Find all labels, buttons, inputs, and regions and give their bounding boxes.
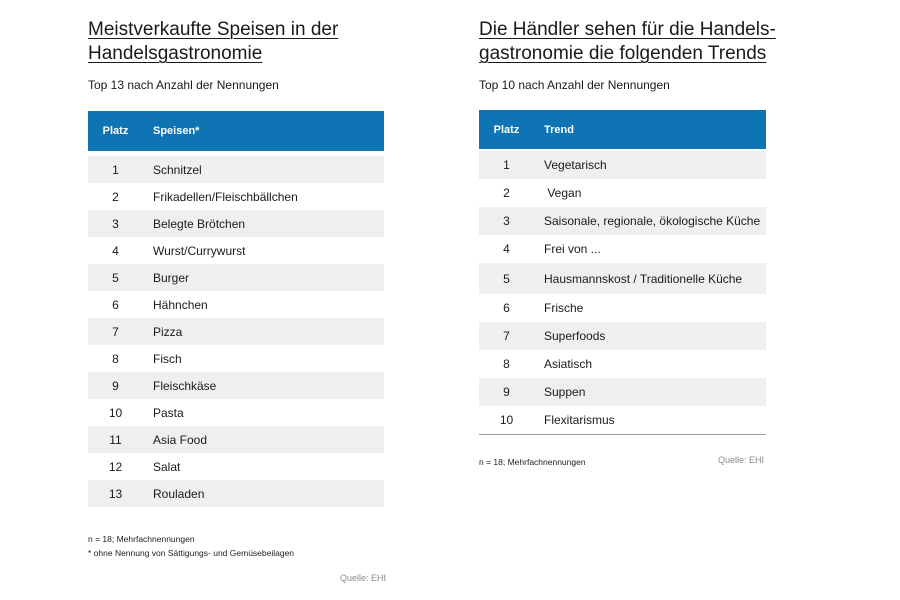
rank-cell: 3 <box>112 216 119 231</box>
left-footnote-asterisk: * ohne Nennung von Sättigungs- und Gemüsebeilagen <box>88 548 295 558</box>
right-subtitle: Top 10 nach Anzahl der Nennungen <box>479 78 670 92</box>
table-row <box>479 151 766 179</box>
rank-cell: 2 <box>503 186 510 200</box>
rank-cell: 2 <box>112 189 119 204</box>
rank-cell: 4 <box>503 242 510 256</box>
right-footnote-sample: n = 18; Mehrfachnennungen <box>479 457 586 467</box>
item-cell: Saisonale, regionale, ökologische Küche <box>544 214 761 228</box>
right-title-line1: Die Händler sehen für die Handels- <box>479 19 776 40</box>
left-table-body <box>88 156 384 507</box>
right-source: Quelle: EHI <box>718 455 765 465</box>
table-row <box>88 399 384 426</box>
item-cell: Fleischkäse <box>153 378 217 393</box>
item-cell: Vegetarisch <box>544 158 607 172</box>
item-cell: Vegan <box>544 186 582 200</box>
table-row <box>88 237 384 264</box>
table-row <box>88 453 384 480</box>
table-row <box>479 350 766 378</box>
rank-cell: 5 <box>112 270 119 285</box>
table-row <box>88 291 384 318</box>
left-source: Quelle: EHI <box>340 573 387 583</box>
item-cell: Hähnchen <box>153 297 208 312</box>
item-cell: Schnitzel <box>153 162 202 177</box>
left-header-rank: Platz <box>102 125 129 137</box>
table-row <box>88 345 384 372</box>
right-header-rank: Platz <box>493 123 520 136</box>
table-row <box>88 264 384 291</box>
table-row <box>88 426 384 453</box>
table-row <box>479 207 766 235</box>
rank-cell: 5 <box>503 271 510 286</box>
rank-cell: 10 <box>108 405 123 420</box>
left-table-header <box>88 111 384 151</box>
rank-cell: 6 <box>112 297 119 312</box>
right-panel <box>479 18 776 435</box>
table-row <box>88 318 384 345</box>
left-footnote-sample: n = 18; Mehrfachnennungen <box>88 534 195 544</box>
table-row <box>479 179 766 207</box>
item-cell: Flexitarismus <box>544 413 615 427</box>
left-header-item: Speisen* <box>153 125 200 137</box>
item-cell: Burger <box>153 270 190 285</box>
rank-cell: 3 <box>503 214 510 228</box>
table-row <box>479 294 766 322</box>
item-cell: Frikadellen/Fleischbällchen <box>153 189 298 204</box>
item-cell: Rouladen <box>153 486 205 501</box>
rank-cell: 10 <box>499 413 514 427</box>
left-title <box>88 18 384 66</box>
table-row <box>479 378 766 406</box>
table-row <box>88 480 384 507</box>
rank-cell: 4 <box>112 243 119 258</box>
right-title-line2: gastronomie die folgenden Trends <box>479 43 767 64</box>
rank-cell: 1 <box>112 162 119 177</box>
table-row <box>88 156 384 183</box>
table-row <box>88 183 384 210</box>
left-footnotes <box>88 532 294 560</box>
item-cell: Fisch <box>153 351 182 366</box>
item-cell: Asia Food <box>153 432 208 447</box>
table-row <box>88 372 384 399</box>
item-cell: Asiatisch <box>544 357 593 371</box>
left-title-line2: Handelsgastronomie <box>88 43 263 64</box>
left-subtitle: Top 13 nach Anzahl der Nennungen <box>88 78 279 92</box>
item-cell: Frei von ... <box>544 242 601 256</box>
item-cell: Frische <box>544 301 584 315</box>
rank-cell: 6 <box>503 301 510 315</box>
table-row <box>479 263 766 294</box>
left-title-line1: Meistverkaufte Speisen in der <box>88 19 339 40</box>
item-cell: Superfoods <box>544 329 606 343</box>
right-table-body <box>479 151 766 435</box>
rank-cell: 9 <box>503 385 510 399</box>
item-cell: Hausmannskost / Traditionelle Küche <box>544 271 743 286</box>
item-cell: Wurst/Currywurst <box>153 243 246 258</box>
right-title <box>479 18 776 66</box>
rank-cell: 12 <box>108 459 123 474</box>
rank-cell: 13 <box>108 486 123 501</box>
left-panel <box>88 18 384 507</box>
item-cell: Pasta <box>153 405 184 420</box>
rank-cell: 11 <box>109 432 122 447</box>
table-row <box>88 210 384 237</box>
rank-cell: 9 <box>112 378 119 393</box>
table-row <box>479 235 766 263</box>
item-cell: Suppen <box>544 385 586 399</box>
table-row <box>479 406 766 434</box>
right-header-item: Trend <box>544 123 574 136</box>
right-table-header <box>479 110 766 149</box>
table-row <box>479 322 766 350</box>
rank-cell: 8 <box>112 351 119 366</box>
item-cell: Belegte Brötchen <box>153 216 246 231</box>
rank-cell: 1 <box>503 158 510 172</box>
item-cell: Salat <box>153 459 181 474</box>
rank-cell: 7 <box>112 324 119 339</box>
rank-cell: 7 <box>503 329 510 343</box>
item-cell: Pizza <box>153 324 183 339</box>
rank-cell: 8 <box>503 357 510 371</box>
